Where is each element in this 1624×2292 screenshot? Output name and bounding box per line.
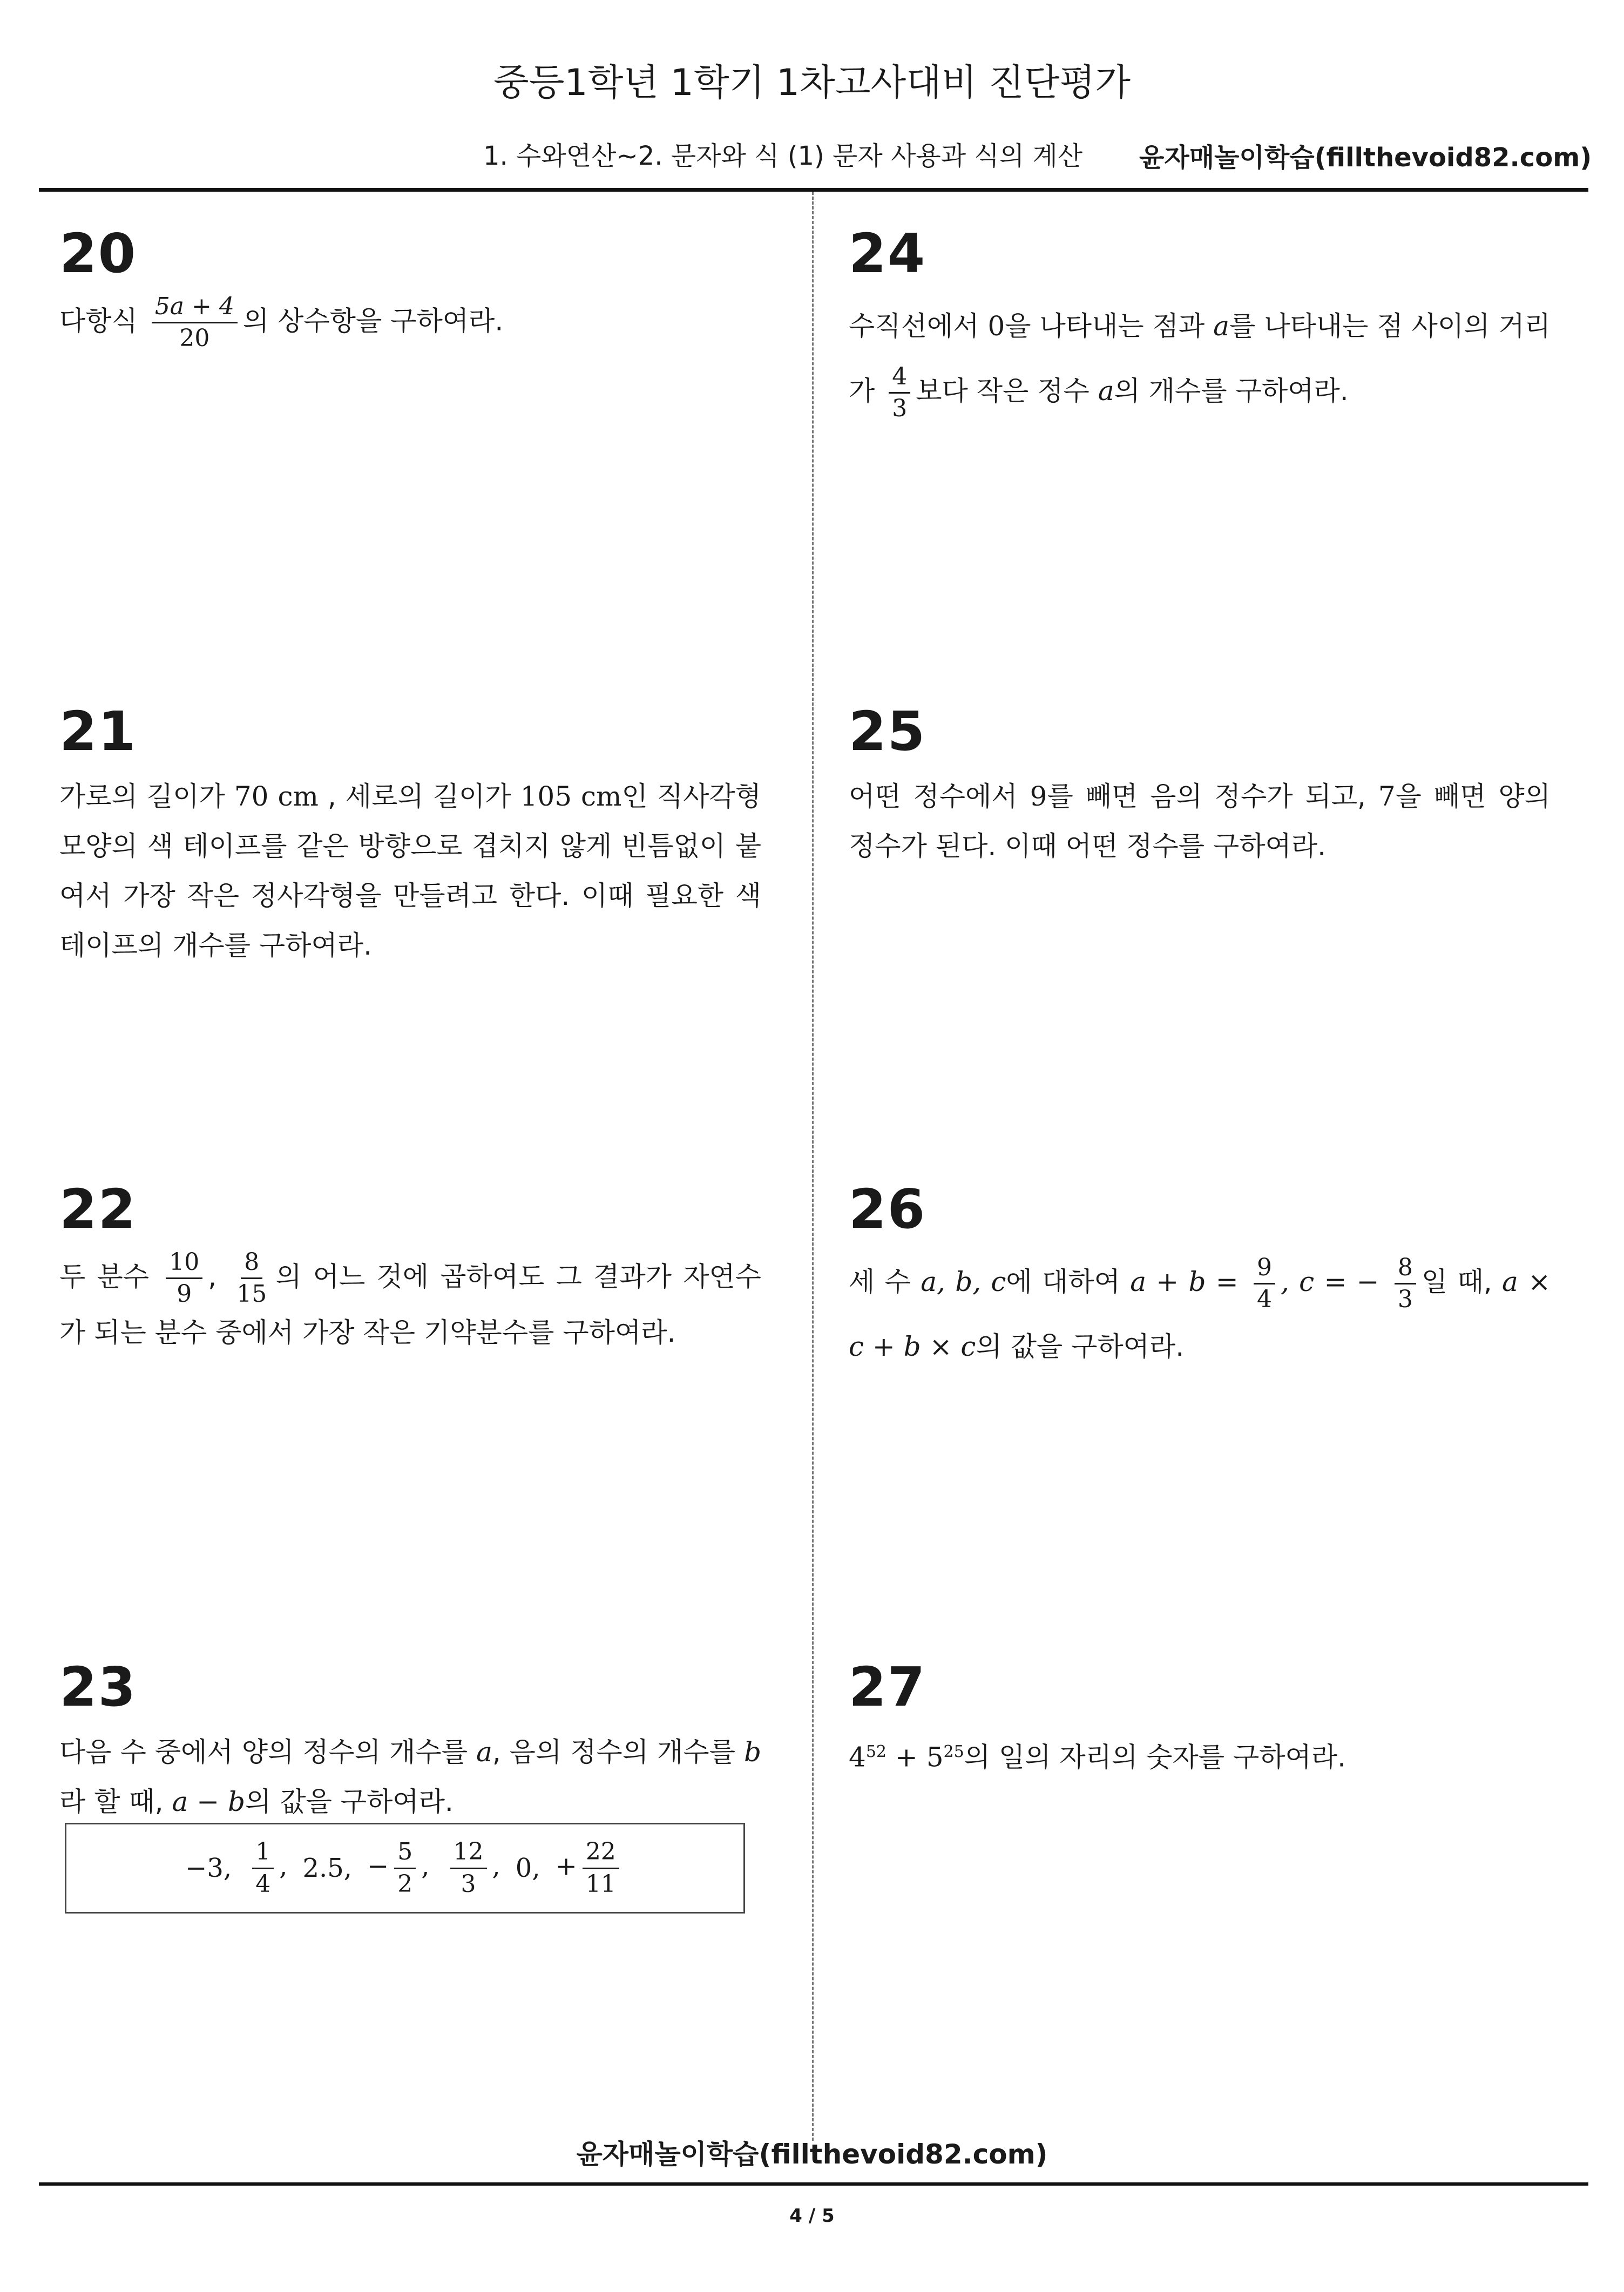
fraction: $\frac{9}{4}$ — [1254, 1255, 1275, 1313]
question-20 — [59, 222, 761, 353]
question-25 — [849, 700, 1551, 871]
fraction: $\frac{10}{9}$ — [166, 1249, 202, 1308]
footer-rule — [39, 2182, 1588, 2186]
column-divider — [812, 192, 814, 2141]
question-24 — [849, 222, 1551, 423]
question-text: 다음 수 중에서 양의 정수의 개수를 a, 음의 정수의 개수를 b라 할 때, a − b의 값을 구하여라. — [59, 1736, 761, 1817]
header-brand: 윤자매놀이학습(fillthevoid82.com) — [1139, 143, 1592, 173]
question-number: 21 — [59, 700, 137, 763]
question-number: 23 — [59, 1655, 137, 1719]
footer-brand: 윤자매놀이학습(fillthevoid82.com) — [576, 2139, 1048, 2170]
fraction: $\frac{8}{15}$ — [236, 1248, 267, 1308]
question-text: 가로의 길이가 70 cm , 세로의 길이가 105 cm인 직사각형 모양의 색 테이프를 같은 방향으로 겹치지 않게 빈틈없이 붙여서 가장 작은 정사각형을 만들려고 한다. 이때 필요한 색 테이프의 개수를 구하여라. — [59, 781, 761, 961]
question-text: 다항식 $\frac{5a + 4}{20}$ 의 상수항을 구하여라. — [59, 293, 504, 353]
fraction: $\frac{5a + 4}{20}$ — [152, 294, 238, 352]
question-text: 어떤 정수에서 9를 빼면 음의 정수가 되고, 7을 빼면 양의 정수가 된다. 이때 어떤 정수를 구하여라. — [849, 781, 1551, 862]
question-27 — [849, 1655, 1551, 1782]
number-set-box: −3, $\frac{1}{4}$ , 2.5, − $\frac{5}{2}$ , $\frac{12}{3}$ , 0, + $\frac{22}{11}$ — [65, 1823, 745, 1914]
question-text: 두 분수 $\frac{10}{9}$ , $\frac{8}{15}$ 의 어느 것에 곱하여도 그 결과가 자연수가 되는 분수 중에서 가장 작은 기약분수를 구하여라. — [59, 1248, 761, 1348]
question-number: 26 — [849, 1178, 926, 1241]
question-number: 24 — [849, 222, 926, 285]
question-26 — [849, 1178, 1551, 1379]
question-21 — [59, 700, 761, 970]
question-text: 수직선에서 0을 나타내는 점과 a를 나타내는 점 사이의 거리가 $\frac{4}{3}$ 보다 작은 정수 a의 개수를 구하여라. — [849, 310, 1551, 422]
page-number: 4 / 5 — [789, 2205, 835, 2227]
question-text: 세 수 a, b, c에 대하여 a + b = $\frac{9}{4}$ , c = − $\frac{8}{3}$ 일 때, a × c + b × c의 값을 구하여라. — [849, 1253, 1551, 1362]
question-23 — [59, 1655, 761, 1827]
header-rule — [39, 188, 1588, 192]
question-text: $4^{52} + 5^{25}$의 일의 자리의 숫자를 구하여라. — [849, 1741, 1346, 1773]
fraction: $\frac{4}{3}$ — [889, 364, 910, 422]
question-number: 25 — [849, 700, 926, 763]
question-22 — [59, 1178, 761, 1357]
question-number: 27 — [849, 1655, 926, 1719]
fraction: $\frac{8}{3}$ — [1395, 1255, 1416, 1313]
question-number: 20 — [59, 222, 137, 285]
question-number: 22 — [59, 1178, 137, 1241]
page-subtitle: 1. 수와연산~2. 문자와 식 (1) 문자 사용과 식의 계산 — [483, 141, 1083, 171]
page-title: 중등1학년 1학기 1차고사대비 진단평가 — [493, 62, 1131, 104]
